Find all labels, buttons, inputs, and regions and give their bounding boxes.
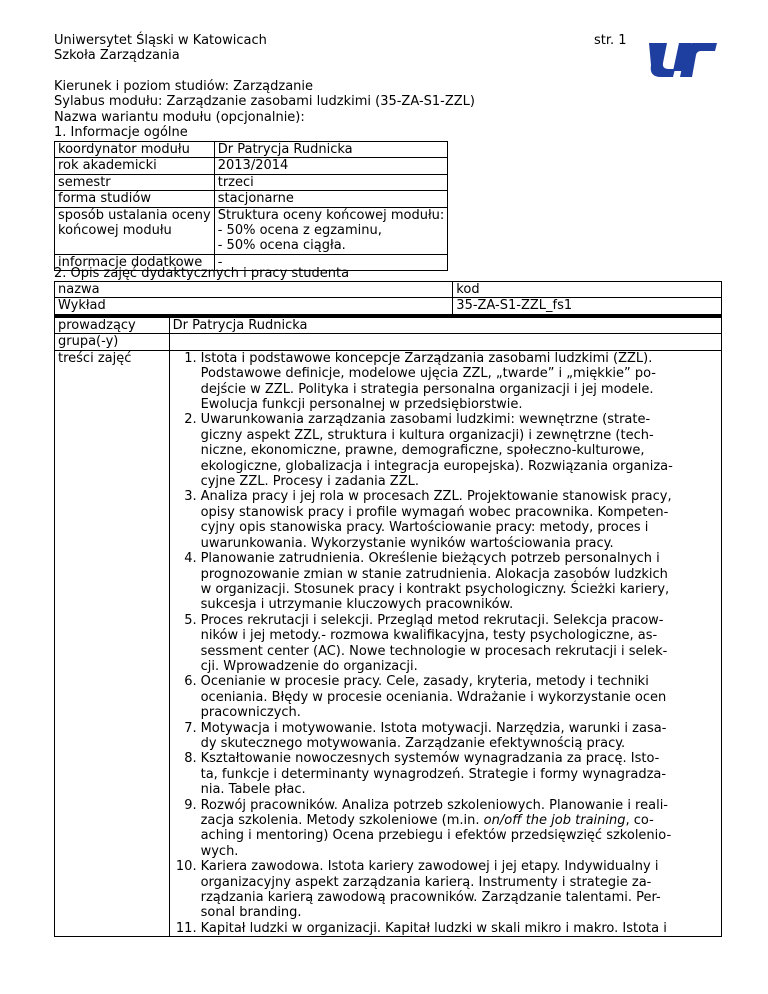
topic-text <box>201 412 718 489</box>
topic-line: Podstawowe definicje, modelowe ujęcia ZZL, „twarde” i „miękkie” po- <box>200 366 656 382</box>
course-details-table <box>54 317 722 937</box>
list-item <box>173 613 718 675</box>
table-row <box>55 334 722 350</box>
table-row <box>55 350 722 936</box>
topic-text <box>201 613 718 675</box>
topic-line: w organizacji. Stosunek pracy i kontrakt psychologiczny. Ścieżki kariery, <box>200 581 670 597</box>
topic-line: ta, funkcje i determinanty wynagrodzeń. Strategie i formy wynagradza- <box>200 766 667 782</box>
topic-line: prognozowanie zmian w stanie zatrudnienia. Alokacja zasobów ludzkich <box>200 566 668 582</box>
topic-line: Kariera zawodowa. Istota kariery zawodowej i jej etapy. Indywidualny i <box>200 859 659 875</box>
topic-list <box>173 351 718 936</box>
topic-line: sukcesja i utrzymanie kluczowych pracowników. <box>200 597 514 613</box>
topic-line: cji. Wprowadzenie do organizacji. <box>200 658 418 674</box>
topic-number: 3. <box>184 489 197 505</box>
table-row <box>55 298 722 315</box>
row-value <box>214 207 448 254</box>
row-label: semestr <box>55 174 215 190</box>
topic-line: ekologiczne, globalizacja i integracja europejska). Rozwiązania organiza- <box>200 458 673 474</box>
topic-line: organizacyjny aspekt zarządzania karierą. Instrumenty i strategie za- <box>200 874 652 890</box>
group-value <box>169 334 721 350</box>
topics-label: treści zajęć <box>55 350 170 936</box>
topic-line: dejście w ZZL. Polityka i strategia personalna organizacji i jej modele. <box>200 381 654 397</box>
label-line: końcowej modułu <box>58 223 172 239</box>
row-label: koordynator modułu <box>55 142 215 158</box>
topic-line: oceniania. Błędy w procesie oceniania. Wdrażanie i wykorzystanie ocen <box>200 689 667 705</box>
university-logo-icon <box>647 37 717 77</box>
topic-line: opisy stanowisk pracy i profile wymagań wobec pracownika. Kompeten- <box>200 504 669 520</box>
topic-text <box>201 551 718 613</box>
topic-number: 11. <box>175 920 197 936</box>
topic-line: Rozwój pracowników. Analiza potrzeb szkoleniowych. Planowanie i reali- <box>200 797 668 813</box>
row-value: - <box>214 254 448 270</box>
topic-number: 9. <box>184 797 197 813</box>
school-name: Szkoła Zarządzania <box>54 48 180 64</box>
topic-line: giczny aspekt ZZL, struktura i kultura organizacji) i zewnętrzne (tech- <box>200 427 654 443</box>
topic-number: 7. <box>184 720 197 736</box>
topic-line: sonal branding. <box>200 905 302 921</box>
topic-line: zacja szkolenia. Metody szkoleniowe (m.in. on/off the job training, co- <box>200 813 654 828</box>
topic-line: Uwarunkowania zarządzania zasobami ludzkimi: wewnętrzne (strate- <box>200 412 651 428</box>
topic-line: Ewolucja funkcji personalnej w przedsiębiorstwie. <box>200 397 523 413</box>
course-code: 35-ZA-S1-ZZL_fs1 <box>453 298 722 315</box>
topics-cell <box>169 350 721 936</box>
topic-line: niczne, ekonomiczne, prawne, demograficzne, społeczno-kulturowe, <box>200 443 645 459</box>
topic-line: sessment center (AC). Nowe technologie w procesach rekrutacji i selek- <box>200 643 668 659</box>
list-item <box>173 798 718 860</box>
list-item <box>173 751 718 797</box>
table-row <box>55 158 448 174</box>
row-label: forma studiów <box>55 191 215 207</box>
topic-number: 2. <box>184 412 197 428</box>
table-row <box>55 207 448 254</box>
topic-text <box>201 859 718 921</box>
list-item <box>173 412 718 489</box>
label-line: sposób ustalania oceny <box>58 207 211 223</box>
topic-line: uwarunkowania. Wykorzystanie wyników wartościowania pracy. <box>200 535 614 551</box>
topic-number: 6. <box>184 674 197 690</box>
code-header: kod <box>453 282 722 298</box>
logo-shape <box>649 43 717 77</box>
university-name: Uniwersytet Śląski w Katowicach <box>54 33 267 48</box>
topic-line: wych. <box>200 843 239 859</box>
topic-text <box>201 489 718 551</box>
value-line: - 50% ocena ciągła. <box>217 238 346 254</box>
topic-line: Planowanie zatrudnienia. Określenie bieżących potrzeb personalnych i <box>200 551 660 567</box>
row-value: 2013/2014 <box>214 158 448 174</box>
syllabus-meta <box>54 79 722 141</box>
topic-line: Kapitał ludzki w organizacji. Kapitał ludzki w skali mikro i makro. Istota i <box>200 920 667 936</box>
topic-text <box>201 674 718 720</box>
topic-text <box>201 751 718 797</box>
topic-number: 5. <box>184 612 197 628</box>
list-item <box>173 551 718 613</box>
topic-line: cyjny opis stanowiska pracy. Wartościowanie pracy: metody, proces i <box>200 520 649 536</box>
topic-text <box>201 351 718 413</box>
page-number: str. 1 <box>594 33 627 48</box>
topic-line: Proces rekrutacji i selekcji. Przegląd metod rekrutacji. Selekcja pracow- <box>200 612 664 628</box>
topic-number: 10. <box>175 859 197 875</box>
list-item <box>173 489 718 551</box>
list-item <box>173 674 718 720</box>
variant-name: Nazwa wariantu modułu (opcjonalnie): <box>54 109 305 125</box>
row-label: informacje dodatkowe <box>55 254 215 270</box>
table-row <box>55 174 448 190</box>
topic-number: 1. <box>184 350 197 366</box>
syllabus-title: Sylabus modułu: Zarządzanie zasobami ludzkimi (35-ZA-S1-ZZL) <box>54 94 475 110</box>
course-table <box>54 281 722 317</box>
institution <box>54 33 267 64</box>
topic-text <box>201 721 718 752</box>
list-item <box>173 921 718 936</box>
topic-line: aching i mentoring) Ocena przebiegu i efektów przedsięwzięć szkolenio- <box>200 828 672 844</box>
section-1-title: 1. Informacje ogólne <box>54 125 188 141</box>
topic-line: pracowniczych. <box>200 705 301 721</box>
list-item <box>173 351 718 413</box>
group-label: grupa(-y) <box>55 334 170 350</box>
course-name: Wykład <box>55 298 453 315</box>
topic-line: cyjne ZZL. Procesy i zadania ZZL. <box>200 474 419 490</box>
lecturer-label: prowadzący <box>55 318 170 334</box>
name-header: nazwa <box>55 282 453 298</box>
topic-line: dy skutecznego motywowania. Zarządzanie efektywnością pracy. <box>200 735 626 751</box>
topic-emphasis: on/off the job training <box>483 813 626 828</box>
topic-text <box>201 798 718 860</box>
topic-line: Motywacja i motywowanie. Istota motywacji. Narzędzia, warunki i zasa- <box>200 720 667 736</box>
topic-line: Kształtowanie nowoczesnych systemów wynagradzania za pracę. Isto- <box>200 751 660 767</box>
topic-line: Istota i podstawowe koncepcje Zarządzania zasobami ludzkimi (ZZL). <box>200 350 653 366</box>
topic-number: 4. <box>184 551 197 567</box>
field-of-study: Kierunek i poziom studiów: Zarządzanie <box>54 79 314 94</box>
section-2-title: 2. Opis zajęć dydaktycznych i pracy studenta <box>54 266 350 281</box>
table-row <box>55 318 722 334</box>
topic-line: rządzania karierą zawodową pracowników. Zarządzanie talentami. Per- <box>200 890 661 906</box>
row-value: trzeci <box>214 174 448 190</box>
topic-line: ników i jej metody.- rozmowa kwalifikacyjna, testy psychologiczne, as- <box>200 628 658 644</box>
list-item <box>173 859 718 921</box>
table-header-row <box>55 282 722 298</box>
topic-line: nia. Tabele płac. <box>200 782 306 798</box>
value-line: Struktura oceny końcowej modułu: <box>217 207 445 223</box>
table-row <box>55 142 448 158</box>
table-row <box>55 191 448 207</box>
topic-line: Analiza pracy i jej rola w procesach ZZL. Projektowanie stanowisk pracy, <box>200 489 672 505</box>
topic-text <box>201 921 718 936</box>
topic-number: 8. <box>184 751 197 767</box>
general-info-table <box>54 141 448 271</box>
row-value: stacjonarne <box>214 191 448 207</box>
lecturer-value: Dr Patrycja Rudnicka <box>169 318 721 334</box>
page-header <box>54 33 722 63</box>
row-label <box>55 207 215 254</box>
list-item <box>173 721 718 752</box>
value-line: - 50% ocena z egzaminu, <box>217 223 382 239</box>
row-label: rok akademicki <box>55 158 215 174</box>
row-value: Dr Patrycja Rudnicka <box>214 142 448 158</box>
topic-line: Ocenianie w procesie pracy. Cele, zasady, kryteria, metody i techniki <box>200 674 649 690</box>
